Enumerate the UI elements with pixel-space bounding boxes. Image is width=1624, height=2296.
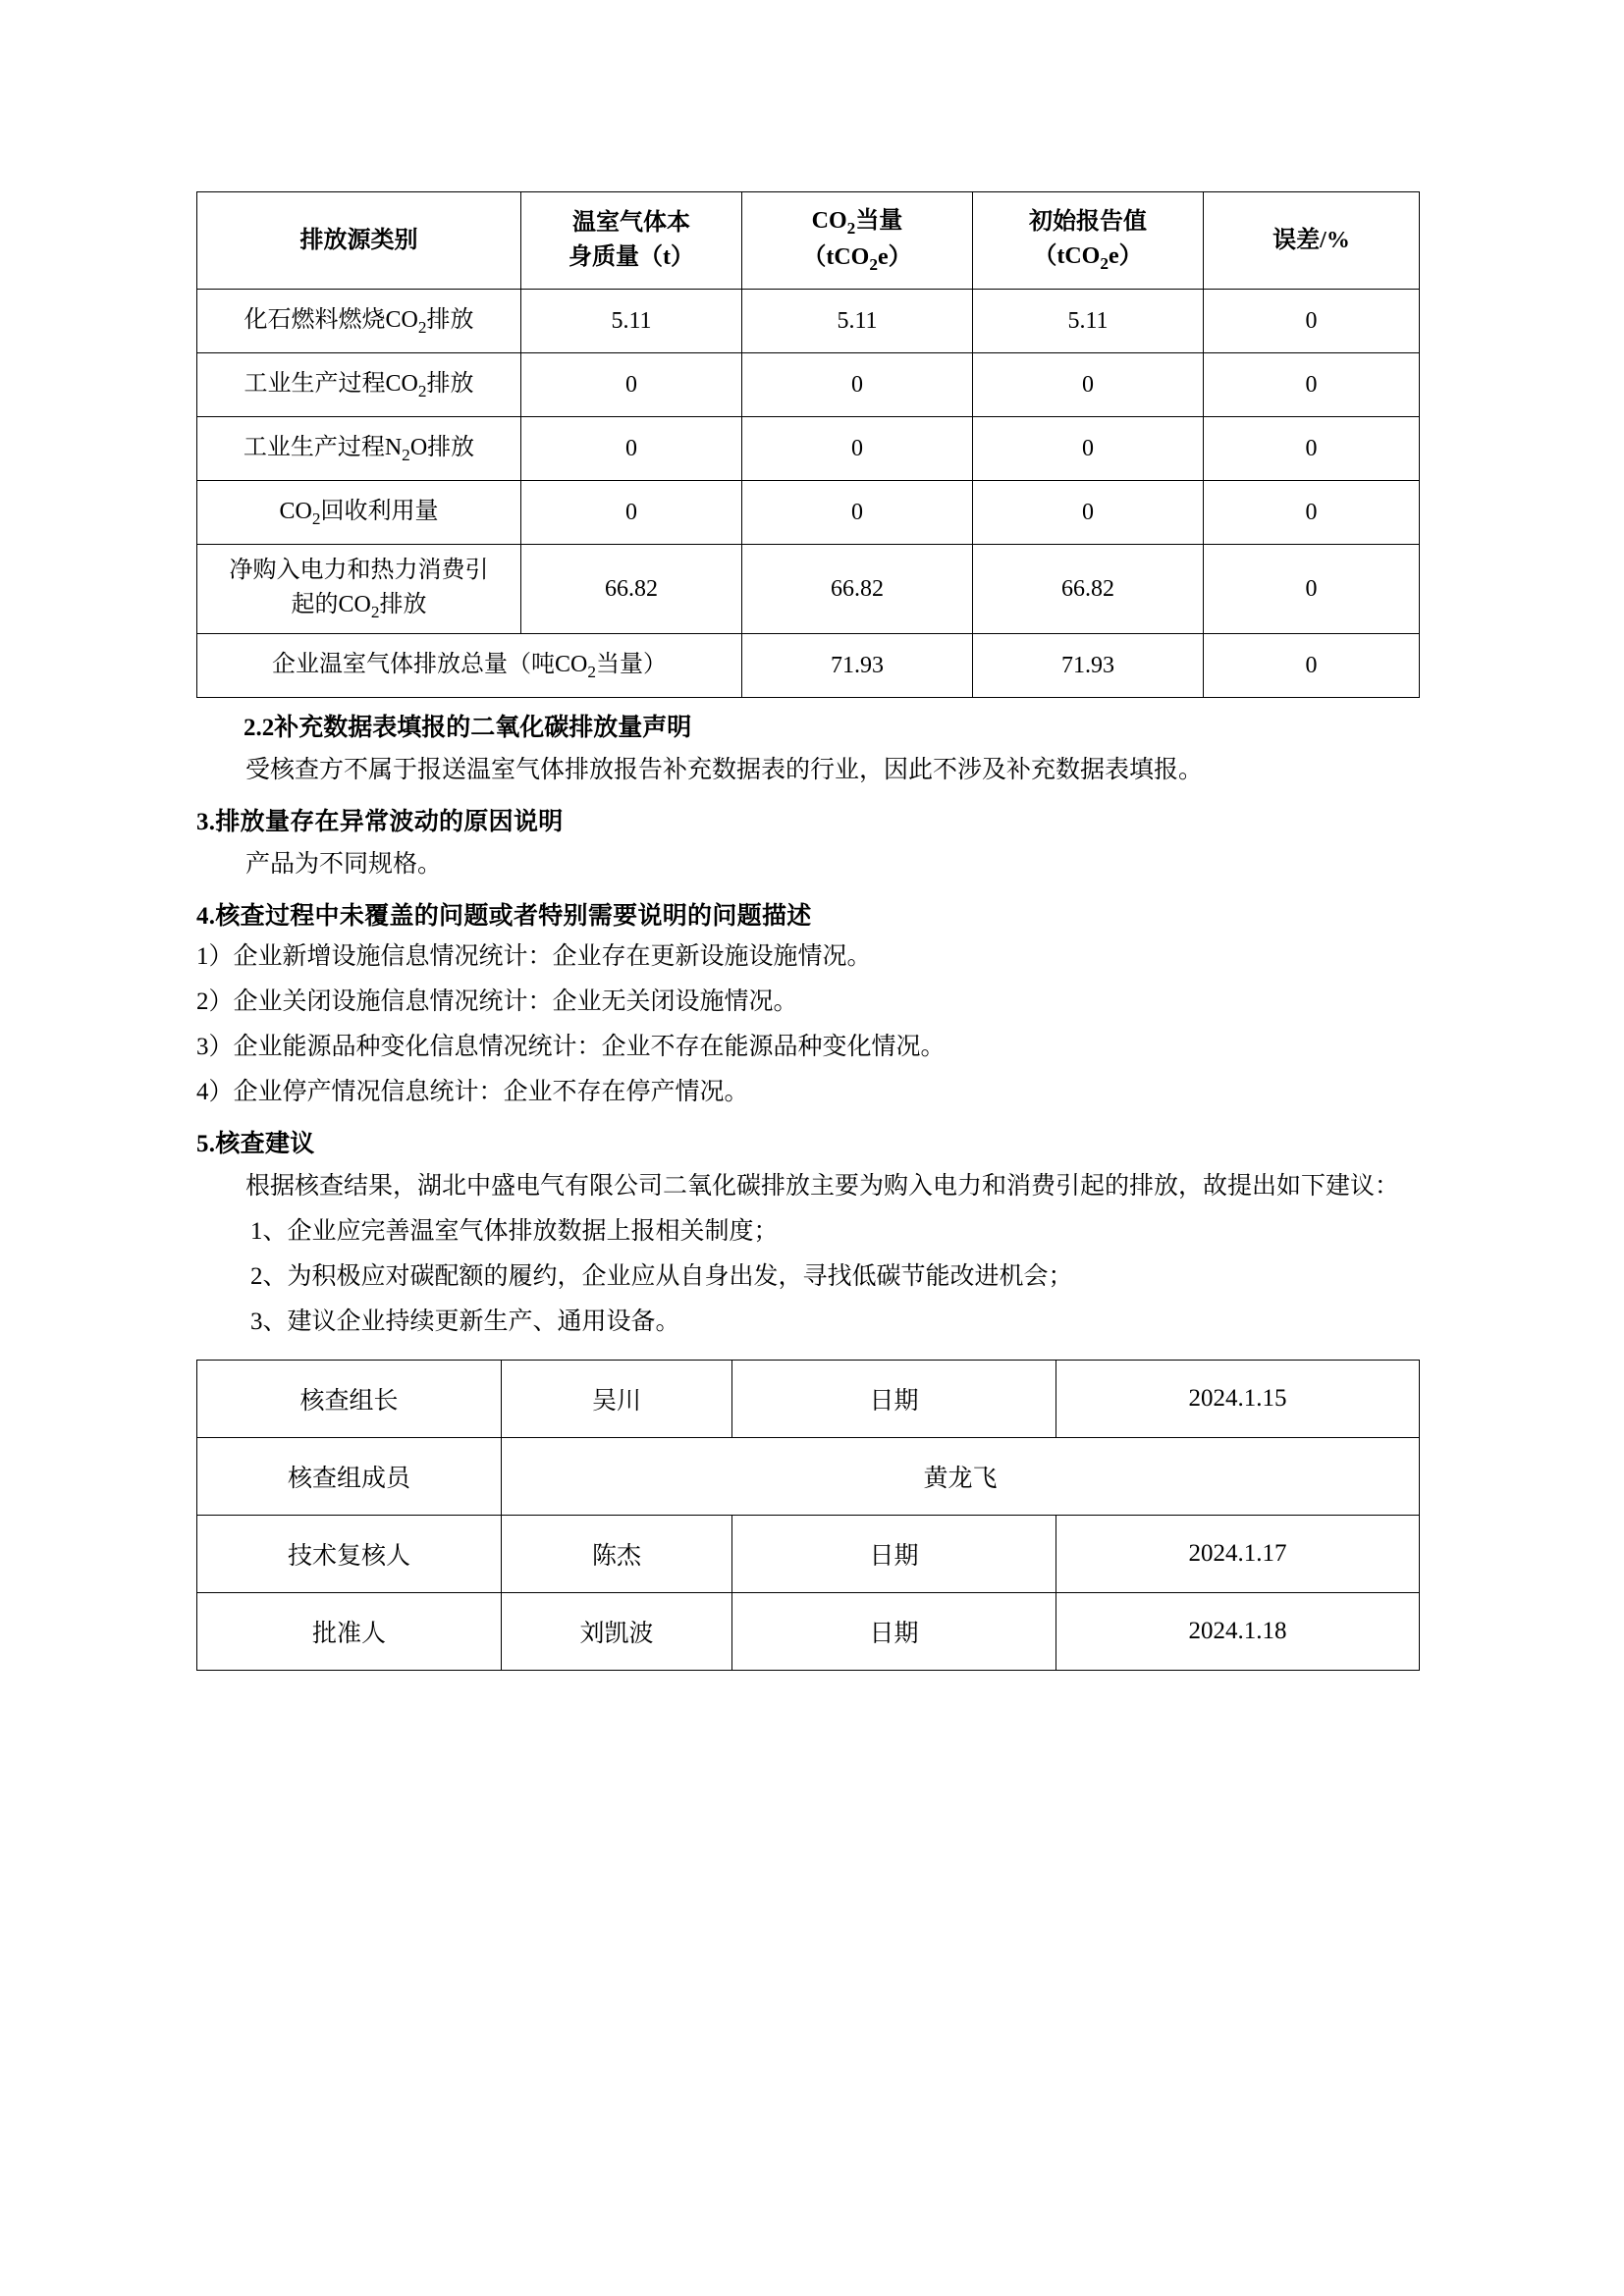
cell-error: 0: [1204, 634, 1420, 698]
cell-error: 0: [1204, 481, 1420, 545]
date-label: 日期: [732, 1593, 1056, 1671]
date-label: 日期: [732, 1361, 1056, 1438]
date-value: 2024.1.15: [1056, 1361, 1420, 1438]
section-5-title: 5.核查建议: [196, 1131, 315, 1157]
cell-error: 0: [1204, 353, 1420, 417]
row-label: 工业生产过程$CO_2$排放: [197, 353, 521, 417]
table-row: [197, 353, 1420, 417]
table-row: [197, 290, 1420, 353]
section-3-title: 3.排放量存在异常波动的原因说明: [196, 809, 564, 835]
role-label: 核查组成员: [197, 1438, 502, 1516]
table-row: [197, 545, 1420, 634]
cell-reported: 66.82: [973, 545, 1204, 634]
signature-row-members: [197, 1438, 1420, 1516]
header-co2e: $CO_2$当量 （tCO$_2$e）: [742, 192, 973, 290]
date-label: 日期: [732, 1516, 1056, 1593]
cell-co2e: 0: [742, 481, 973, 545]
table-header-row: [197, 192, 1420, 290]
section-5-item-2: 2、为积极应对碳配额的履约，企业应从自身出发，寻找低碳节能改进机会；: [250, 1263, 1073, 1290]
cell-reported: 0: [973, 353, 1204, 417]
cell-co2e: 0: [742, 417, 973, 481]
emission-summary-table: [196, 191, 1420, 698]
signature-row-leader: [197, 1361, 1420, 1438]
section-4-title: 4.核查过程中未覆盖的问题或者特别需要说明的问题描述: [196, 903, 812, 930]
section-4-item-2: 2）企业关闭设施信息情况统计：企业无关闭设施情况。: [196, 988, 798, 1015]
cell-co2e: 0: [742, 353, 973, 417]
header-ghg-mass: 温室气体本 身质量（t）: [521, 192, 742, 290]
cell-reported: 5.11: [973, 290, 1204, 353]
section-2-2-title: 2.2补充数据表填报的二氧化碳排放量声明: [244, 715, 692, 741]
row-label: 工业生产过程$N_2O$排放: [197, 417, 521, 481]
cell-reported: 0: [973, 417, 1204, 481]
cell-co2e: 5.11: [742, 290, 973, 353]
section-3-text: 产品为不同规格。: [245, 851, 443, 878]
row-label: $CO_2$回收利用量: [197, 481, 521, 545]
header-initial-report: 初始报告值 （tCO$_2$e）: [973, 192, 1204, 290]
role-label: 技术复核人: [197, 1516, 502, 1593]
section-4-item-1: 1）企业新增设施信息情况统计：企业存在更新设施设施情况。: [196, 943, 872, 970]
cell-mass: 0: [521, 353, 742, 417]
cell-mass: 0: [521, 417, 742, 481]
person-name: 刘凯波: [502, 1593, 732, 1671]
cell-mass: 66.82: [521, 545, 742, 634]
section-5-item-1: 1、企业应完善温室气体排放数据上报相关制度；: [250, 1218, 779, 1245]
row-label-total: 企业温室气体排放总量（吨$CO_2$当量）: [197, 634, 742, 698]
section-2-2-text: 受核查方不属于报送温室气体排放报告补充数据表的行业，因此不涉及补充数据表填报。: [245, 757, 1204, 783]
cell-mass: 0: [521, 481, 742, 545]
cell-reported: 0: [973, 481, 1204, 545]
signature-row-approver: [197, 1593, 1420, 1671]
cell-co2e: 71.93: [742, 634, 973, 698]
cell-reported: 71.93: [973, 634, 1204, 698]
signature-table: [196, 1360, 1420, 1671]
section-4-item-4: 4）企业停产情况信息统计：企业不存在停产情况。: [196, 1079, 749, 1105]
row-label: 净购入电力和热力消费引 起的$CO_2$排放: [197, 545, 521, 634]
header-error: 误差/%: [1204, 192, 1420, 290]
person-name: 吴川: [502, 1361, 732, 1438]
cell-co2e: 66.82: [742, 545, 973, 634]
section-5-item-3: 3、建议企业持续更新生产、通用设备。: [250, 1308, 680, 1335]
signature-row-reviewer: [197, 1516, 1420, 1593]
section-5-text: 根据核查结果，湖北中盛电气有限公司二氧化碳排放主要为购入电力和消费引起的排放，故提出如下建议：: [245, 1173, 1400, 1200]
date-value: 2024.1.17: [1056, 1516, 1420, 1593]
cell-error: 0: [1204, 290, 1420, 353]
table-row: [197, 481, 1420, 545]
role-label: 批准人: [197, 1593, 502, 1671]
role-label: 核查组长: [197, 1361, 502, 1438]
table-row-total: [197, 634, 1420, 698]
cell-mass: 5.11: [521, 290, 742, 353]
person-name: 黄龙飞: [502, 1438, 1420, 1516]
cell-error: 0: [1204, 545, 1420, 634]
table-row: [197, 417, 1420, 481]
header-emission-source: 排放源类别: [197, 192, 521, 290]
date-value: 2024.1.18: [1056, 1593, 1420, 1671]
row-label: 化石燃料燃烧$CO_2$排放: [197, 290, 521, 353]
person-name: 陈杰: [502, 1516, 732, 1593]
cell-error: 0: [1204, 417, 1420, 481]
section-4-item-3: 3）企业能源品种变化信息情况统计：企业不存在能源品种变化情况。: [196, 1034, 946, 1060]
